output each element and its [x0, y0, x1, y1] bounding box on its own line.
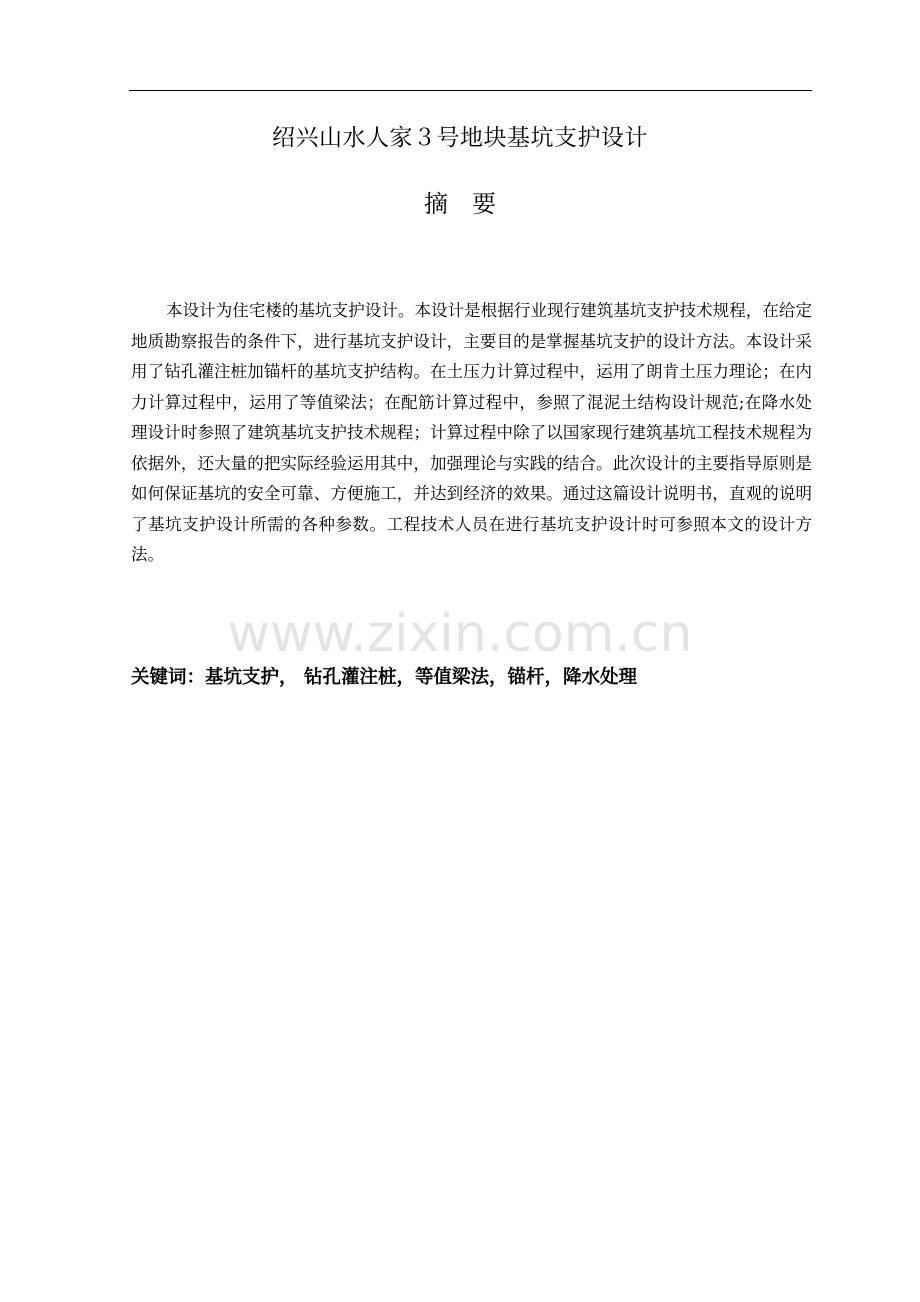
- keywords-line: 关键词：基坑支护， 钻孔灌注桩，等值梁法，锚杆，降水处理: [131, 667, 637, 688]
- watermark: www.zixin.com.cn: [227, 604, 693, 664]
- header-rule: [129, 90, 812, 91]
- abstract-heading: 摘要: [424, 190, 520, 218]
- document-title: 绍兴山水人家３号地块基坑支护设计: [272, 125, 648, 151]
- abstract-paragraph: 本设计为住宅楼的基坑支护设计。本设计是根据行业现行建筑基坑支护技术规程，在给定地质勘察报告的条件下，进行基坑支护设计，主要目的是掌握基坑支护的设计方法。本设计采用了钻孔灌注桩加锚杆的基坑支护结构。在土压力计算过程中，运用了朗肯土压力理论；在内力计算过程中，运用了等值梁法；在配筋计算过程中，参照了混泥土结构设计规范;在降水处理设计时参照了建筑基坑支护技术规程；计算过程中除了以国家现行建筑基坑工程技术规程为依据外，还大量的把实际经验运用其中，加强理论与实践的结合。此次设计的主要指导原则是如何保证基坑的安全可靠、方便施工，并达到经济的效果。通过这篇设计说明书，直观的说明了基坑支护设计所需的各种参数。工程技术人员在进行基坑支护设计时可参照本文的设计方法。: [131, 301, 812, 564]
